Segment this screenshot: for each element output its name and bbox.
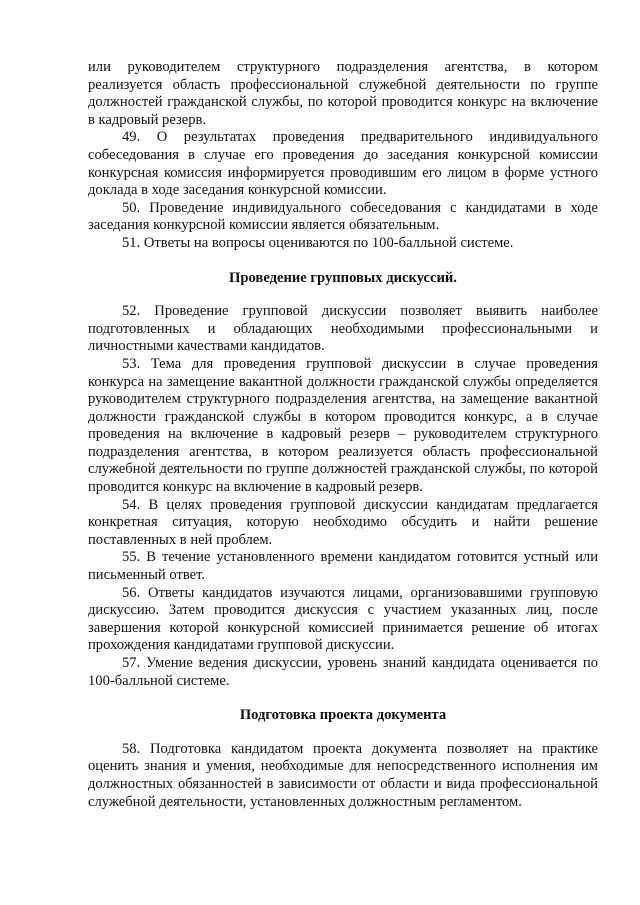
section-heading-group-discussions: Проведение групповых дискуссий. [229,269,457,286]
section-heading-document-draft: Подготовка проекта документа [239,707,447,724]
page-body [88,59,598,811]
paragraph-53: 53. Тема для проведения групповой дискуссии в случае проведения конкурса на замещение вакантной должности гражданской службы определяется руководителем структурного подразделения агентства, на замещение вакантной должности гражданской службы в котором проводится конкурс, а в случае проведения на включение в кадровый резерв – руководителем структурного подразделения агентства, в котором реализуется область профессиональной служебной деятельности по группе должностей гражданской службы, по которой проводится конкурс на включение в кадровый резерв. [88,355,598,496]
paragraph-50: 50. Проведение индивидуального собеседования с кандидатами в ходе заседания конкурсной комиссии является обязательным. [88,199,598,234]
paragraph-58: 58. Подготовка кандидатом проекта документа позволяет на практике оценить знания и умения, необходимые для непосредственного исполнения им должностных обязанностей в зависимости от области и вида профессиональной служебной деятельности, установленных должностным регламентом. [88,740,598,810]
paragraph-54: 54. В целях проведения групповой дискуссии кандидатам предлагается конкретная ситуация, которую необходимо обсудить и найти решение поставленных в ней проблем. [88,496,598,548]
paragraph-48-continuation: или руководителем структурного подразделения агентства, в котором реализуется область профессиональной служебной деятельности по группе должностей гражданской службы, по которой проводится конкурс на включение в кадровый резерв. [88,59,598,128]
paragraph-51: 51. Ответы на вопросы оцениваются по 100-балльной системе. [122,234,514,251]
paragraph-56: 56. Ответы кандидатов изучаются лицами, организовавшими групповую дискуссию. Затем проводится дискуссия с участием указанных лиц, после завершения которой конкурсной комиссией принимается решение об итогах прохождения кандидатами групповой дискуссии. [88,584,598,654]
paragraph-52: 52. Проведение групповой дискуссии позволяет выявить наиболее подготовленных и обладающих необходимыми профессиональными и личностными качествами кандидатов. [88,303,598,355]
paragraph-49: 49. О результатах проведения предварительного индивидуального собеседования в случае его проведения до заседания конкурсной комиссии конкурсная комиссия информируется проводившим его лицом в форме устного доклада в ходе заседания конкурсной комиссии. [88,129,598,199]
paragraph-57: 57. Умение ведения дискуссии, уровень знаний кандидата оценивается по 100-балльной системе. [88,655,598,689]
paragraph-55: 55. В течение установленного времени кандидатом готовится устный или письменный ответ. [88,549,598,584]
